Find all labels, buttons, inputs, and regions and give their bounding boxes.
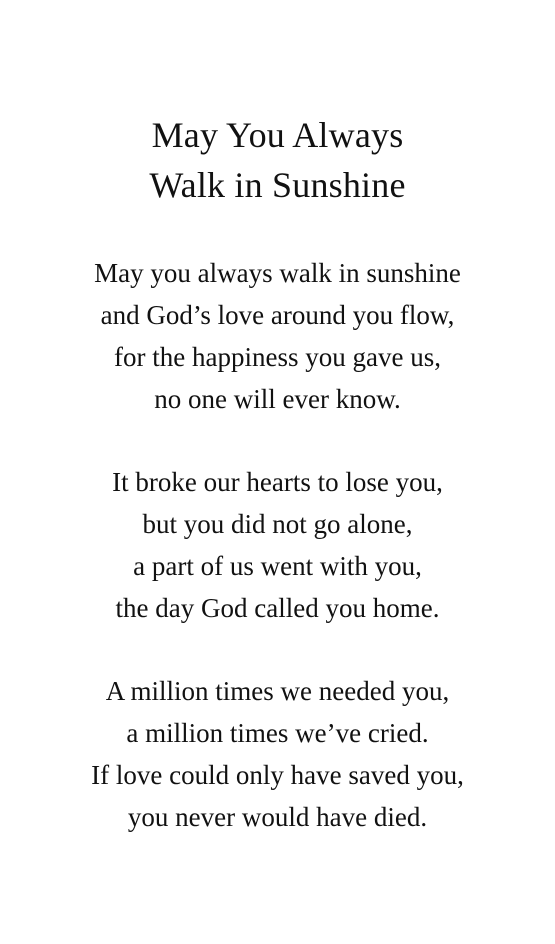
poem-line: the day God called you home. <box>115 593 440 623</box>
poem-title-line: Walk in Sunshine <box>149 165 406 205</box>
poem-line: no one will ever know. <box>154 384 401 414</box>
poem-title <box>0 110 555 210</box>
poem-line: for the happiness you gave us, <box>114 342 441 372</box>
poem-line: but you did not go alone, <box>142 509 413 539</box>
stanza-2 <box>0 461 555 629</box>
poem-line: If love could only have saved you, <box>91 760 464 790</box>
stanza-1 <box>0 252 555 420</box>
poem-line: May you always walk in sunshine <box>94 258 461 288</box>
poem-title-line: May You Always <box>151 115 404 155</box>
poem-line: a part of us went with you, <box>133 551 422 581</box>
stanza-3 <box>0 670 555 838</box>
poem-line: and God’s love around you flow, <box>100 300 455 330</box>
poem-line: you never would have died. <box>127 802 428 832</box>
poem-line: It broke our hearts to lose you, <box>112 467 443 497</box>
poem-line: a million times we’ve cried. <box>126 718 429 748</box>
poem-line: A million times we needed you, <box>105 676 450 706</box>
